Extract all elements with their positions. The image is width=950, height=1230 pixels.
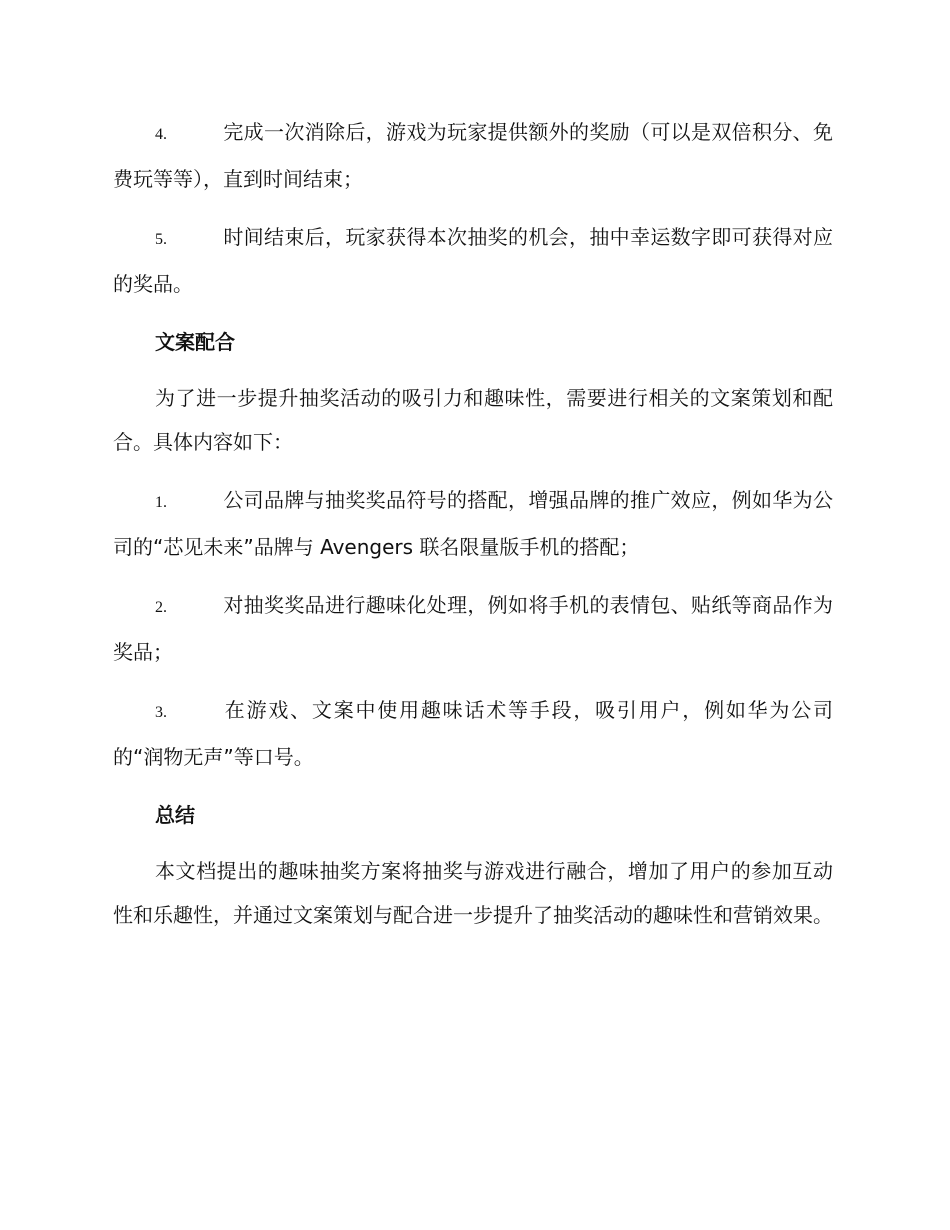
copy-list-item-1 (113, 478, 833, 569)
list-number: 3. (155, 704, 167, 721)
list-number: 2. (155, 599, 167, 616)
copy-intro-paragraph: 为了进一步提升抽奖活动的吸引力和趣味性，需要进行相关的文案策划和配合。具体内容如下： (113, 386, 833, 454)
summary-paragraph: 本文档提出的趣味抽奖方案将抽奖与游戏进行融合，增加了用户的参加互动性和乐趣性，并通过文案策划与配合进一步提升了抽奖活动的趣味性和营销效果。 (113, 859, 833, 927)
list-number: 1. (155, 494, 167, 511)
copy-list-item-3 (113, 688, 833, 779)
list-item-text: 完成一次消除后，游戏为玩家提供额外的奖励（可以是双倍积分、免费玩等等），直到时间结束； (113, 120, 833, 191)
section-heading-summary: 总结 (155, 803, 195, 827)
list-item-4 (113, 110, 833, 201)
list-item-text: 公司品牌与抽奖奖品符号的搭配，增强品牌的推广效应，例如华为公司的“芯见未来”品牌与 Avengers 联名限量版手机的搭配； (113, 488, 833, 559)
list-number: 5. (155, 231, 167, 248)
list-item-text: 在游戏、文案中使用趣味话术等手段，吸引用户，例如华为公司的“润物无声”等口号。 (113, 698, 833, 769)
list-item-text: 对抽奖奖品进行趣味化处理，例如将手机的表情包、贴纸等商品作为奖品； (113, 593, 833, 664)
copy-list-item-2 (113, 583, 833, 674)
list-item-text: 时间结束后，玩家获得本次抽奖的机会，抽中幸运数字即可获得对应的奖品。 (113, 225, 833, 296)
list-number: 4. (155, 126, 167, 143)
list-item-5 (113, 215, 833, 306)
section-heading-copy: 文案配合 (155, 330, 235, 354)
document-page (113, 110, 833, 951)
